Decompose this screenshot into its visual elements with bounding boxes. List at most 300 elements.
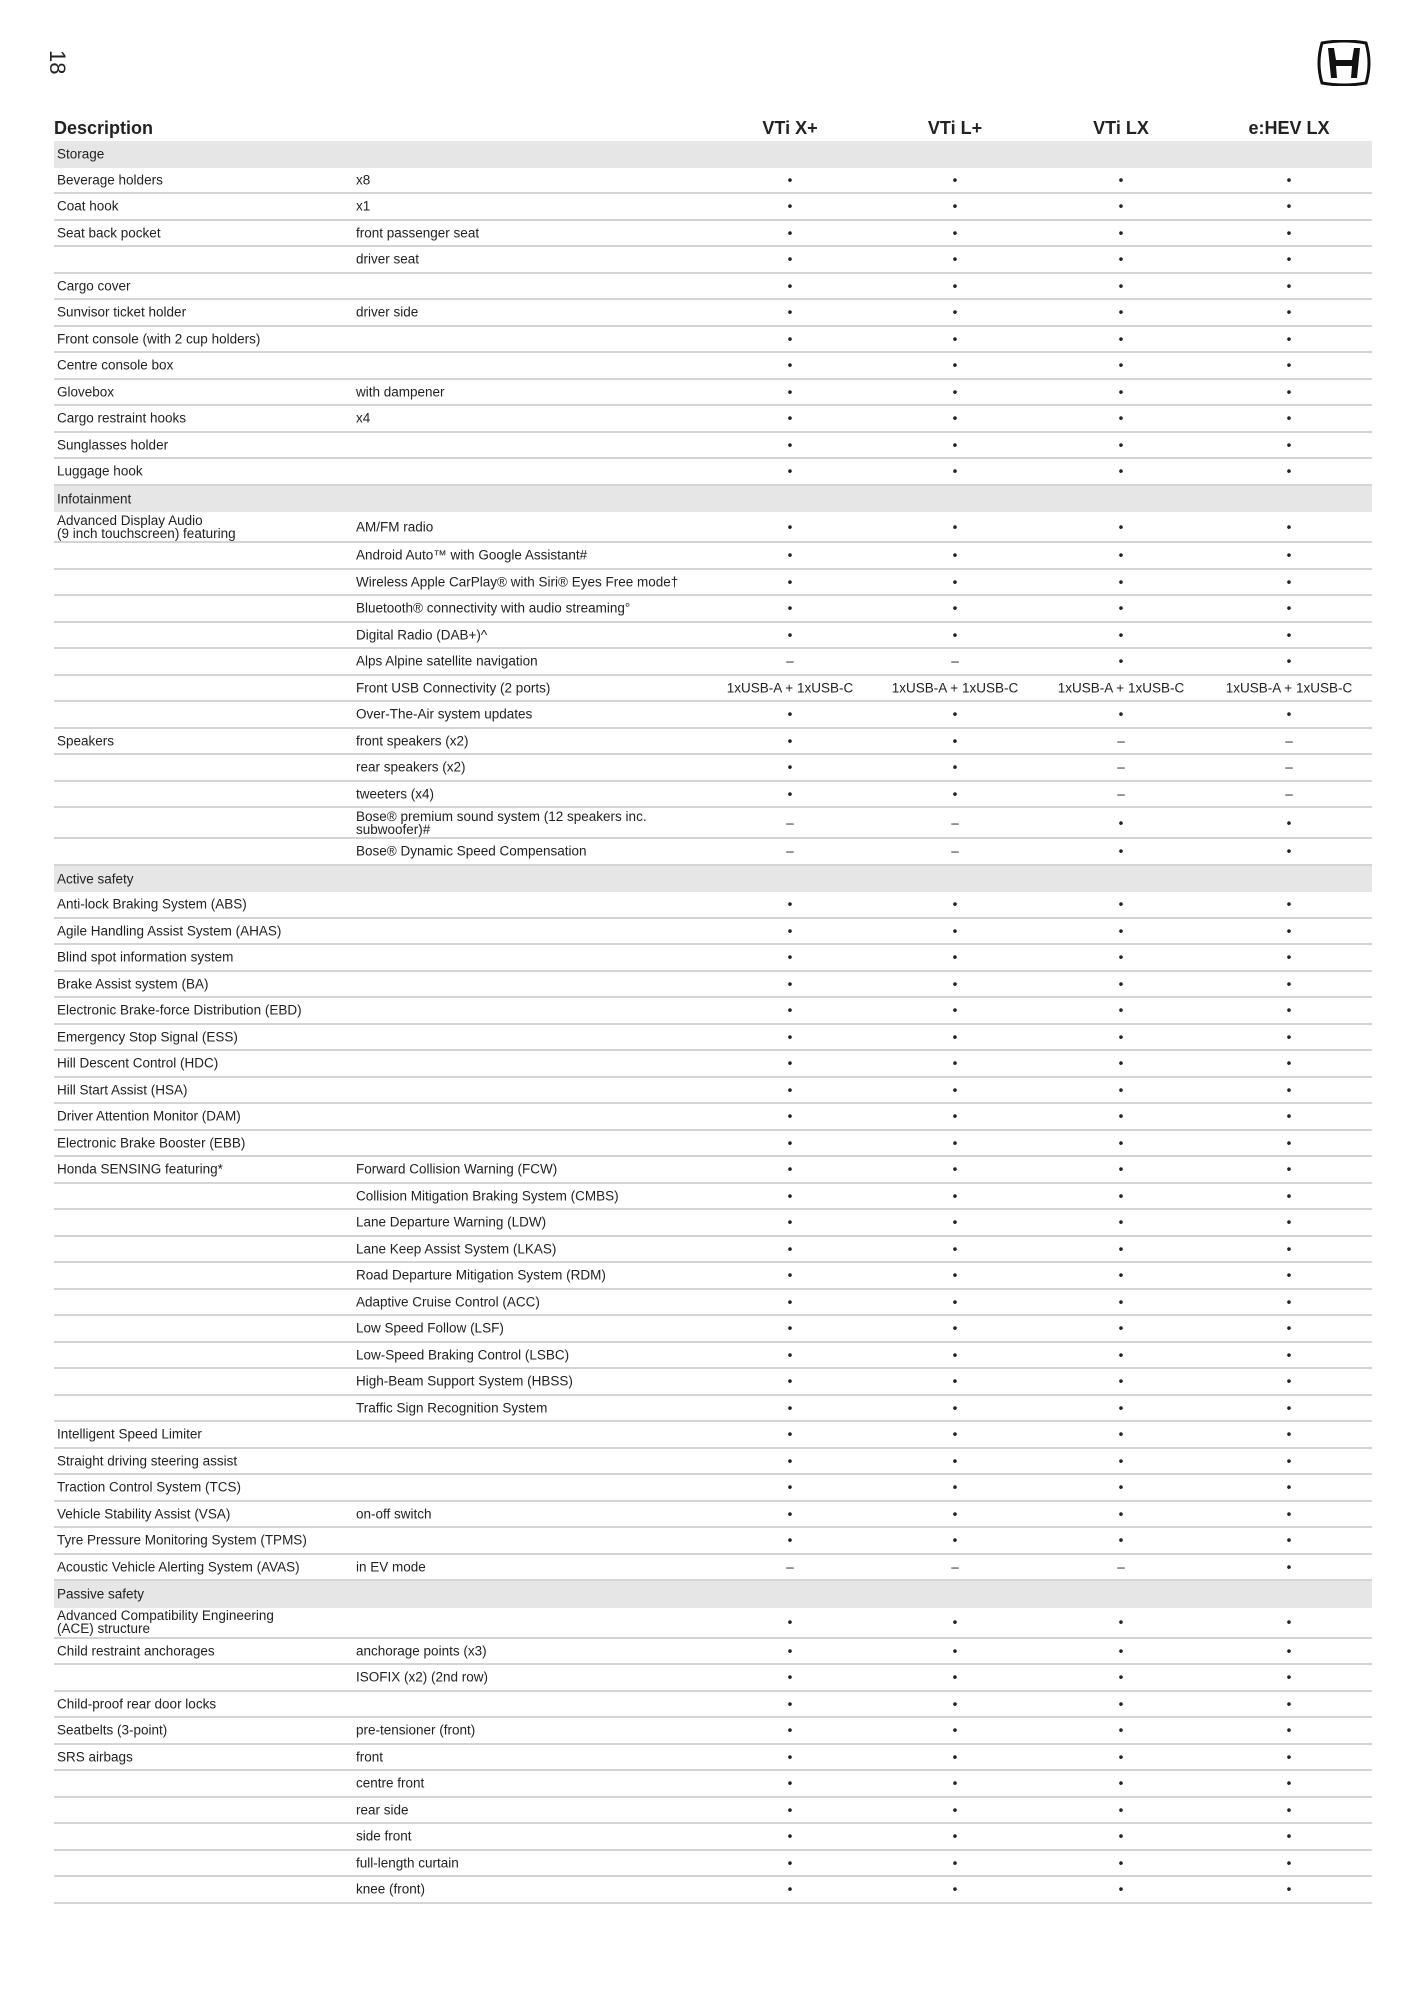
availability-cell: •	[1286, 357, 1292, 373]
availability-cell: •	[1286, 574, 1292, 590]
availability-cell: •	[1118, 1479, 1124, 1495]
availability-cell: •	[1118, 1775, 1124, 1791]
availability-cell: •	[952, 1055, 958, 1071]
availability-cell: •	[1118, 1749, 1124, 1765]
availability-cell: •	[1118, 463, 1124, 479]
feature-detail: Android Auto™ with Google Assistant#	[356, 547, 588, 563]
table-row	[54, 1396, 1372, 1423]
table-row	[54, 623, 1372, 650]
availability-cell: •	[787, 1696, 793, 1712]
availability-cell: •	[1118, 815, 1124, 830]
table-row	[54, 353, 1372, 380]
availability-cell: •	[787, 976, 793, 992]
availability-cell: •	[787, 251, 793, 267]
availability-cell: •	[1286, 1722, 1292, 1738]
availability-cell: •	[1286, 1400, 1292, 1416]
availability-cell: •	[1118, 923, 1124, 939]
availability-cell: •	[952, 278, 958, 294]
availability-cell: •	[1118, 251, 1124, 267]
feature-detail: driver side	[356, 304, 419, 320]
availability-cell: •	[952, 1267, 958, 1283]
table-row	[54, 570, 1372, 597]
table-row	[54, 1555, 1372, 1582]
table-row	[54, 380, 1372, 407]
availability-cell: •	[787, 463, 793, 479]
availability-cell: •	[1286, 1161, 1292, 1177]
availability-cell: •	[787, 1347, 793, 1363]
availability-cell: •	[1118, 976, 1124, 992]
availability-cell: •	[1118, 1506, 1124, 1522]
availability-cell: •	[1286, 1453, 1292, 1469]
availability-cell: •	[952, 1614, 958, 1630]
availability-cell: •	[787, 410, 793, 426]
availability-cell: •	[1118, 357, 1124, 373]
table-row	[54, 1131, 1372, 1158]
availability-cell: •	[952, 519, 958, 534]
feature-detail: with dampener	[356, 384, 445, 400]
availability-cell: •	[1118, 437, 1124, 453]
availability-cell: •	[952, 1722, 958, 1738]
availability-cell: –	[951, 815, 959, 830]
table-row	[54, 1798, 1372, 1825]
availability-cell: •	[1118, 1532, 1124, 1548]
availability-cell: •	[1286, 1135, 1292, 1151]
feature-name: Seatbelts (3-point)	[57, 1722, 168, 1738]
availability-cell: •	[1118, 1108, 1124, 1124]
feature-detail: rear speakers (x2)	[356, 759, 466, 775]
description-header: Description	[54, 118, 154, 138]
feature-name: Tyre Pressure Monitoring System (TPMS)	[57, 1532, 307, 1548]
table-row	[54, 729, 1372, 756]
availability-cell: •	[1286, 1532, 1292, 1548]
availability-cell: •	[1286, 410, 1292, 426]
availability-cell: •	[787, 172, 793, 188]
table-row	[54, 1263, 1372, 1290]
availability-cell: •	[787, 1614, 793, 1630]
feature-name: Straight driving steering assist	[57, 1453, 238, 1469]
availability-cell: •	[1118, 1294, 1124, 1310]
availability-cell: –	[786, 653, 794, 669]
feature-detail: knee (front)	[356, 1881, 426, 1897]
availability-cell: •	[1286, 225, 1292, 241]
availability-cell: •	[1286, 172, 1292, 188]
feature-name: Anti-lock Braking System (ABS)	[57, 896, 247, 912]
table-row	[54, 782, 1372, 809]
availability-cell: •	[787, 437, 793, 453]
availability-cell: •	[787, 786, 793, 802]
availability-cell: •	[787, 733, 793, 749]
feature-detail: front passenger seat	[356, 225, 480, 241]
availability-cell: •	[1118, 896, 1124, 912]
feature-detail: Lane Keep Assist System (LKAS)	[356, 1241, 557, 1257]
availability-cell: •	[1286, 600, 1292, 616]
feature-detail: on-off switch	[356, 1506, 432, 1522]
feature-name: Cargo restraint hooks	[57, 410, 187, 426]
availability-cell: •	[1118, 843, 1124, 859]
feature-name: Agile Handling Assist System (AHAS)	[57, 923, 282, 939]
availability-cell: •	[1118, 1320, 1124, 1336]
feature-detail: Alps Alpine satellite navigation	[356, 653, 538, 669]
availability-cell: •	[787, 1828, 793, 1844]
availability-cell: •	[1286, 1614, 1292, 1630]
availability-cell: –	[1285, 786, 1293, 802]
feature-detail: Low-Speed Braking Control (LSBC)	[356, 1347, 570, 1363]
availability-cell: •	[787, 1135, 793, 1151]
availability-cell: •	[1118, 706, 1124, 722]
availability-cell: •	[787, 923, 793, 939]
table-row	[54, 459, 1372, 486]
availability-cell: •	[952, 574, 958, 590]
availability-cell: •	[1118, 1669, 1124, 1685]
availability-cell: •	[952, 1373, 958, 1389]
availability-cell: •	[1118, 1241, 1124, 1257]
availability-cell: •	[787, 1267, 793, 1283]
availability-cell: •	[787, 357, 793, 373]
table-row	[54, 1051, 1372, 1078]
availability-cell: –	[1117, 786, 1125, 802]
availability-cell: •	[787, 896, 793, 912]
availability-cell: •	[952, 1669, 958, 1685]
availability-cell: •	[787, 759, 793, 775]
availability-cell: •	[952, 1320, 958, 1336]
availability-cell: •	[1118, 1055, 1124, 1071]
availability-cell: •	[787, 1108, 793, 1124]
availability-cell: •	[1118, 1135, 1124, 1151]
availability-cell: •	[1286, 843, 1292, 859]
availability-cell: •	[1118, 519, 1124, 534]
availability-cell: •	[1118, 1347, 1124, 1363]
feature-name: Sunglasses holder	[57, 437, 169, 453]
availability-cell: •	[1286, 706, 1292, 722]
availability-cell: •	[1286, 1479, 1292, 1495]
availability-cell: •	[952, 1161, 958, 1177]
availability-cell: •	[952, 949, 958, 965]
availability-cell: •	[1286, 304, 1292, 320]
feature-detail: x1	[356, 198, 371, 214]
availability-cell: •	[787, 1373, 793, 1389]
availability-cell: •	[1118, 1002, 1124, 1018]
availability-cell: 1xUSB-A + 1xUSB-C	[1225, 680, 1353, 696]
availability-cell: •	[787, 1161, 793, 1177]
availability-cell: •	[952, 437, 958, 453]
availability-cell: •	[1118, 410, 1124, 426]
availability-cell: •	[952, 1082, 958, 1098]
section-title: Active safety	[57, 871, 134, 887]
table-row	[54, 1025, 1372, 1052]
availability-cell: •	[1118, 384, 1124, 400]
table-row	[54, 649, 1372, 676]
availability-cell: •	[787, 304, 793, 320]
feature-name: Vehicle Stability Assist (VSA)	[57, 1506, 231, 1522]
availability-cell: •	[1286, 923, 1292, 939]
availability-cell: •	[1118, 1696, 1124, 1712]
table-row	[54, 702, 1372, 729]
table-row	[54, 1639, 1372, 1666]
honda-logo-icon	[1316, 40, 1372, 86]
availability-cell: •	[787, 1855, 793, 1871]
availability-cell: •	[1286, 1108, 1292, 1124]
table-row	[54, 1692, 1372, 1719]
table-row	[54, 755, 1372, 782]
availability-cell: •	[952, 225, 958, 241]
feature-detail: Adaptive Cruise Control (ACC)	[356, 1294, 540, 1310]
feature-name: Beverage holders	[57, 172, 163, 188]
table-row	[54, 839, 1372, 866]
table-row	[54, 1851, 1372, 1878]
feature-name: Centre console box	[57, 357, 174, 373]
availability-cell: •	[952, 198, 958, 214]
feature-detail: AM/FM radio	[356, 519, 434, 534]
availability-cell: •	[787, 1749, 793, 1765]
availability-cell: •	[1286, 278, 1292, 294]
availability-cell: •	[1286, 1347, 1292, 1363]
table-row	[54, 808, 1372, 839]
availability-cell: •	[787, 1453, 793, 1469]
feature-name: Traction Control System (TCS)	[57, 1479, 242, 1495]
availability-cell: •	[1118, 198, 1124, 214]
availability-cell: •	[787, 1294, 793, 1310]
availability-cell: •	[952, 1400, 958, 1416]
feature-name: Seat back pocket	[57, 225, 161, 241]
section-title: Passive safety	[57, 1586, 145, 1602]
availability-cell: •	[1118, 1614, 1124, 1630]
availability-cell: •	[952, 706, 958, 722]
table-row	[54, 1528, 1372, 1555]
table-row	[54, 300, 1372, 327]
availability-cell: •	[952, 1749, 958, 1765]
feature-detail: front	[356, 1749, 384, 1765]
section-header	[54, 141, 1372, 168]
availability-cell: •	[1118, 1802, 1124, 1818]
column-header-ehev-lx: e:HEV LX	[1248, 118, 1330, 138]
feature-detail: driver seat	[356, 251, 420, 267]
section-header	[54, 1581, 1372, 1608]
feature-detail: x8	[356, 172, 371, 188]
section-title: Infotainment	[57, 491, 132, 507]
availability-cell: •	[1286, 1775, 1292, 1791]
feature-name: Child restraint anchorages	[57, 1643, 215, 1659]
availability-cell: •	[1286, 1881, 1292, 1897]
availability-cell: •	[1118, 1722, 1124, 1738]
availability-cell: •	[787, 331, 793, 347]
feature-detail: Front USB Connectivity (2 ports)	[356, 680, 551, 696]
feature-detail: pre-tensioner (front)	[356, 1722, 476, 1738]
availability-cell: •	[787, 1188, 793, 1204]
availability-cell: •	[787, 1320, 793, 1336]
availability-cell: •	[952, 1029, 958, 1045]
table-row	[54, 512, 1372, 543]
section-title: Storage	[57, 146, 105, 162]
feature-detail: Traffic Sign Recognition System	[356, 1400, 548, 1416]
availability-cell: •	[1118, 547, 1124, 563]
table-row	[54, 1104, 1372, 1131]
availability-cell: •	[1118, 1855, 1124, 1871]
availability-cell: •	[1118, 1161, 1124, 1177]
table-row	[54, 327, 1372, 354]
availability-cell: •	[1286, 251, 1292, 267]
table-row	[54, 945, 1372, 972]
table-row	[54, 1771, 1372, 1798]
availability-cell: •	[952, 1453, 958, 1469]
availability-cell: •	[787, 1241, 793, 1257]
availability-cell: •	[1286, 1373, 1292, 1389]
availability-cell: •	[1286, 1267, 1292, 1283]
feature-detail: Road Departure Mitigation System (RDM)	[356, 1267, 606, 1283]
availability-cell: •	[1286, 384, 1292, 400]
feature-detail: Forward Collision Warning (FCW)	[356, 1161, 558, 1177]
availability-cell: •	[787, 1722, 793, 1738]
availability-cell: •	[1118, 1828, 1124, 1844]
availability-cell: 1xUSB-A + 1xUSB-C	[726, 680, 854, 696]
table-row	[54, 1290, 1372, 1317]
table-row	[54, 1877, 1372, 1904]
feature-detail: Bose® Dynamic Speed Compensation	[356, 843, 587, 859]
feature-name: Emergency Stop Signal (ESS)	[57, 1029, 238, 1045]
availability-cell: –	[786, 843, 794, 859]
table-row	[54, 433, 1372, 460]
availability-cell: •	[1286, 1749, 1292, 1765]
table-row	[54, 406, 1372, 433]
availability-cell: •	[1286, 463, 1292, 479]
page-number: 18	[45, 50, 70, 75]
availability-cell: •	[1286, 519, 1292, 534]
availability-cell: •	[952, 786, 958, 802]
availability-cell: •	[787, 1775, 793, 1791]
table-row	[54, 274, 1372, 301]
feature-name: Hill Start Assist (HSA)	[57, 1082, 188, 1098]
availability-cell: •	[1286, 437, 1292, 453]
availability-cell: •	[787, 600, 793, 616]
availability-cell: •	[1286, 547, 1292, 563]
availability-cell: •	[1286, 949, 1292, 965]
availability-cell: •	[1118, 331, 1124, 347]
feature-name: Speakers	[57, 733, 115, 749]
availability-cell: •	[1286, 976, 1292, 992]
availability-cell: •	[787, 1643, 793, 1659]
availability-cell: •	[952, 896, 958, 912]
availability-cell: •	[787, 1002, 793, 1018]
availability-cell: •	[1286, 1559, 1292, 1575]
availability-cell: •	[1118, 1453, 1124, 1469]
availability-cell: •	[1118, 653, 1124, 669]
table-row	[54, 1475, 1372, 1502]
column-header-vti-l-plus: VTi L+	[927, 118, 983, 138]
feature-name: Advanced Display Audio (9 inch touchscreen) featuring	[57, 512, 236, 541]
availability-cell: •	[787, 198, 793, 214]
availability-cell: •	[952, 600, 958, 616]
availability-cell: •	[1118, 1426, 1124, 1442]
availability-cell: •	[952, 463, 958, 479]
availability-cell: •	[1286, 331, 1292, 347]
table-row	[54, 1210, 1372, 1237]
table-row	[54, 972, 1372, 999]
availability-cell: •	[1286, 1029, 1292, 1045]
feature-detail: tweeters (x4)	[356, 786, 435, 802]
feature-name: Blind spot information system	[57, 949, 234, 965]
feature-name: Child-proof rear door locks	[57, 1696, 217, 1712]
feature-name: Luggage hook	[57, 463, 143, 479]
availability-cell: –	[951, 653, 959, 669]
availability-cell: •	[1118, 1029, 1124, 1045]
availability-cell: •	[787, 1479, 793, 1495]
table-row	[54, 1184, 1372, 1211]
feature-detail: Collision Mitigation Braking System (CMBS)	[356, 1188, 619, 1204]
availability-cell: •	[1286, 1320, 1292, 1336]
availability-cell: •	[1118, 1188, 1124, 1204]
feature-detail: x4	[356, 410, 371, 426]
availability-cell: •	[1118, 304, 1124, 320]
section-header	[54, 486, 1372, 513]
table-row	[54, 194, 1372, 221]
availability-cell: •	[787, 1400, 793, 1416]
feature-name: Front console (with 2 cup holders)	[57, 331, 261, 347]
availability-cell: •	[952, 923, 958, 939]
availability-cell: •	[787, 547, 793, 563]
availability-cell: •	[952, 1802, 958, 1818]
table-row	[54, 1608, 1372, 1639]
availability-cell: •	[952, 1294, 958, 1310]
feature-detail: High-Beam Support System (HBSS)	[356, 1373, 573, 1389]
availability-cell: •	[952, 1241, 958, 1257]
table-row	[54, 1078, 1372, 1105]
availability-cell: •	[1286, 1426, 1292, 1442]
availability-cell: •	[1286, 815, 1292, 830]
availability-cell: –	[786, 1559, 794, 1575]
feature-name: SRS airbags	[57, 1749, 133, 1765]
availability-cell: •	[1118, 949, 1124, 965]
availability-cell: •	[952, 1214, 958, 1230]
availability-cell: –	[951, 1559, 959, 1575]
availability-cell: •	[1118, 1643, 1124, 1659]
availability-cell: •	[787, 574, 793, 590]
availability-cell: •	[952, 1696, 958, 1712]
feature-detail: ISOFIX (x2) (2nd row)	[356, 1669, 489, 1685]
table-row	[54, 1422, 1372, 1449]
availability-cell: –	[951, 843, 959, 859]
availability-cell: •	[952, 410, 958, 426]
availability-cell: •	[952, 1881, 958, 1897]
table-row	[54, 543, 1372, 570]
availability-cell: •	[952, 1002, 958, 1018]
feature-detail: Digital Radio (DAB+)^	[356, 627, 488, 643]
column-header-vti-lx: VTi LX	[1093, 118, 1149, 138]
availability-cell: •	[1118, 574, 1124, 590]
table-row	[54, 1343, 1372, 1370]
feature-detail: in EV mode	[356, 1559, 426, 1575]
availability-cell: •	[952, 172, 958, 188]
section-header	[54, 866, 1372, 893]
feature-detail: Wireless Apple CarPlay® with Siri® Eyes Free mode†	[356, 574, 679, 590]
feature-detail: front speakers (x2)	[356, 733, 469, 749]
feature-name: Sunvisor ticket holder	[57, 304, 187, 320]
availability-cell: •	[952, 1775, 958, 1791]
availability-cell: •	[952, 1188, 958, 1204]
feature-name: Hill Descent Control (HDC)	[57, 1055, 219, 1071]
table-row	[54, 892, 1372, 919]
availability-cell: •	[787, 1426, 793, 1442]
table-row	[54, 247, 1372, 274]
availability-cell: •	[952, 1532, 958, 1548]
feature-detail: Bluetooth® connectivity with audio streaming°	[356, 600, 631, 616]
availability-cell: –	[1285, 733, 1293, 749]
availability-cell: 1xUSB-A + 1xUSB-C	[891, 680, 1019, 696]
table-row	[54, 1237, 1372, 1264]
feature-name: Driver Attention Monitor (DAM)	[57, 1108, 241, 1124]
availability-cell: •	[1118, 225, 1124, 241]
availability-cell: –	[786, 815, 794, 830]
feature-detail: Lane Departure Warning (LDW)	[356, 1214, 547, 1230]
availability-cell: –	[1117, 759, 1125, 775]
